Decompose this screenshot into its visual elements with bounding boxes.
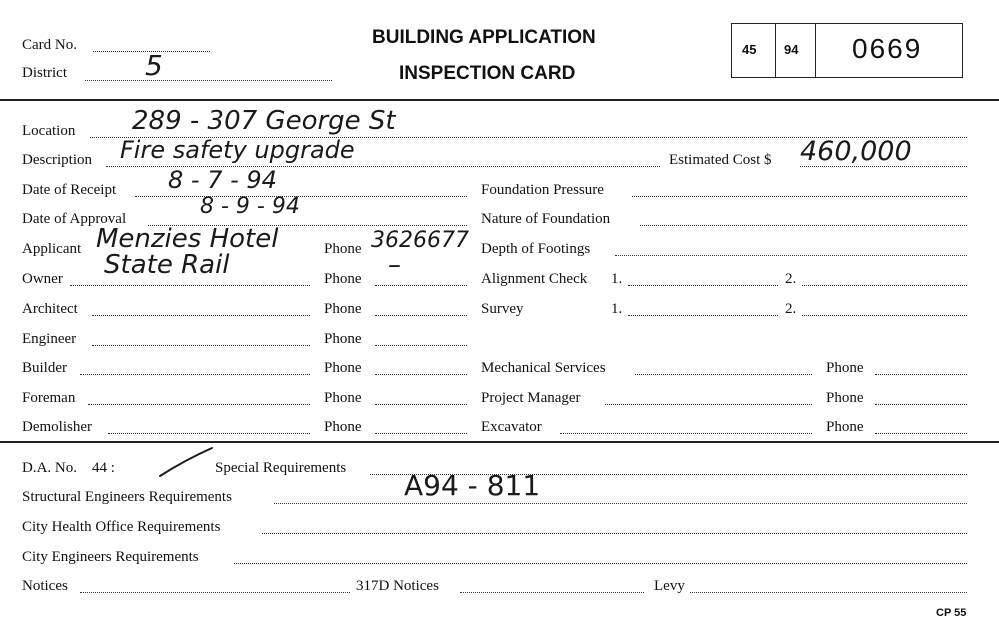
date-receipt-label: Date of Receipt — [22, 182, 117, 198]
da-no-value: 44 : — [92, 460, 115, 476]
alignment-check-num1: 1. — [611, 271, 623, 287]
owner-phone-label: Phone — [324, 271, 362, 287]
title-line2: INSPECTION CARD — [399, 63, 576, 84]
architect-label: Architect — [22, 301, 78, 317]
city-engineers-field[interactable] — [234, 563, 967, 564]
project-manager-label: Project Manager — [481, 390, 581, 406]
applicant-value: Menzies Hotel — [96, 224, 279, 254]
notices-label: Notices — [22, 578, 68, 594]
title-line1: BUILDING APPLICATION — [372, 27, 596, 48]
card-number-part1: 45 — [742, 42, 757, 57]
notices-317d-field[interactable] — [460, 592, 644, 593]
depth-footings-label: Depth of Footings — [481, 241, 591, 257]
city-engineers-label: City Engineers Requirements — [22, 549, 199, 565]
alignment-check-num2: 2. — [785, 271, 797, 287]
builder-label: Builder — [22, 360, 67, 376]
engineer-phone-label: Phone — [324, 331, 362, 347]
demolisher-phone-label: Phone — [324, 419, 362, 435]
estimated-cost-label: Estimated Cost $ — [669, 152, 772, 168]
excavator-label: Excavator — [481, 419, 542, 435]
architect-phone-label: Phone — [324, 301, 362, 317]
alignment-check-label: Alignment Check — [481, 271, 588, 287]
notices-317d-label: 317D Notices — [356, 578, 439, 594]
foreman-label: Foreman — [22, 390, 76, 406]
date-approval-value: 8 - 9 - 94 — [200, 194, 300, 219]
description-label: Description — [22, 152, 92, 168]
engineer-label: Engineer — [22, 331, 77, 347]
foreman-phone-label: Phone — [324, 390, 362, 406]
description-value: Fire safety upgrade — [120, 136, 355, 164]
estimated-cost-value: 460,000 — [800, 136, 912, 167]
structural-requirements-field[interactable] — [274, 503, 967, 504]
owner-label: Owner — [22, 271, 63, 287]
card-no-label: Card No. — [22, 37, 77, 53]
structural-requirements-value: A94 - 811 — [404, 469, 541, 502]
footer-code: CP 55 — [936, 607, 967, 619]
structural-requirements-label: Structural Engineers Requirements — [22, 489, 232, 505]
owner-phone-value: – — [388, 250, 401, 280]
card-number-part3: 0669 — [852, 33, 923, 64]
levy-label: Levy — [654, 578, 685, 594]
survey-num1: 1. — [611, 301, 623, 317]
card-number-part2: 94 — [784, 42, 799, 57]
owner-value: State Rail — [104, 250, 230, 280]
builder-phone-label: Phone — [324, 360, 362, 376]
applicant-label: Applicant — [22, 241, 82, 257]
excavator-phone-label: Phone — [826, 419, 864, 435]
mechanical-phone-label: Phone — [826, 360, 864, 376]
district-value: 5 — [145, 49, 163, 82]
survey-num2: 2. — [785, 301, 797, 317]
levy-field[interactable] — [690, 592, 967, 593]
special-requirements-label: Special Requirements — [215, 460, 347, 476]
notices-field[interactable] — [80, 592, 350, 593]
applicant-phone-label: Phone — [324, 241, 362, 257]
date-receipt-value: 8 - 7 - 94 — [168, 166, 277, 194]
location-value: 289 - 307 George St — [132, 106, 396, 136]
da-no-label: D.A. No. — [22, 460, 77, 476]
district-label: District — [22, 65, 67, 81]
survey-label: Survey — [481, 301, 524, 317]
demolisher-label: Demolisher — [22, 419, 92, 435]
nature-foundation-label: Nature of Foundation — [481, 211, 611, 227]
foundation-pressure-label: Foundation Pressure — [481, 182, 604, 198]
health-requirements-label: City Health Office Requirements — [22, 519, 221, 535]
date-approval-label: Date of Approval — [22, 211, 127, 227]
applicant-phone-value: 3626677 — [371, 228, 469, 253]
mechanical-services-label: Mechanical Services — [481, 360, 606, 376]
health-requirements-field[interactable] — [262, 533, 967, 534]
project-manager-phone-label: Phone — [826, 390, 864, 406]
location-label: Location — [22, 123, 76, 139]
